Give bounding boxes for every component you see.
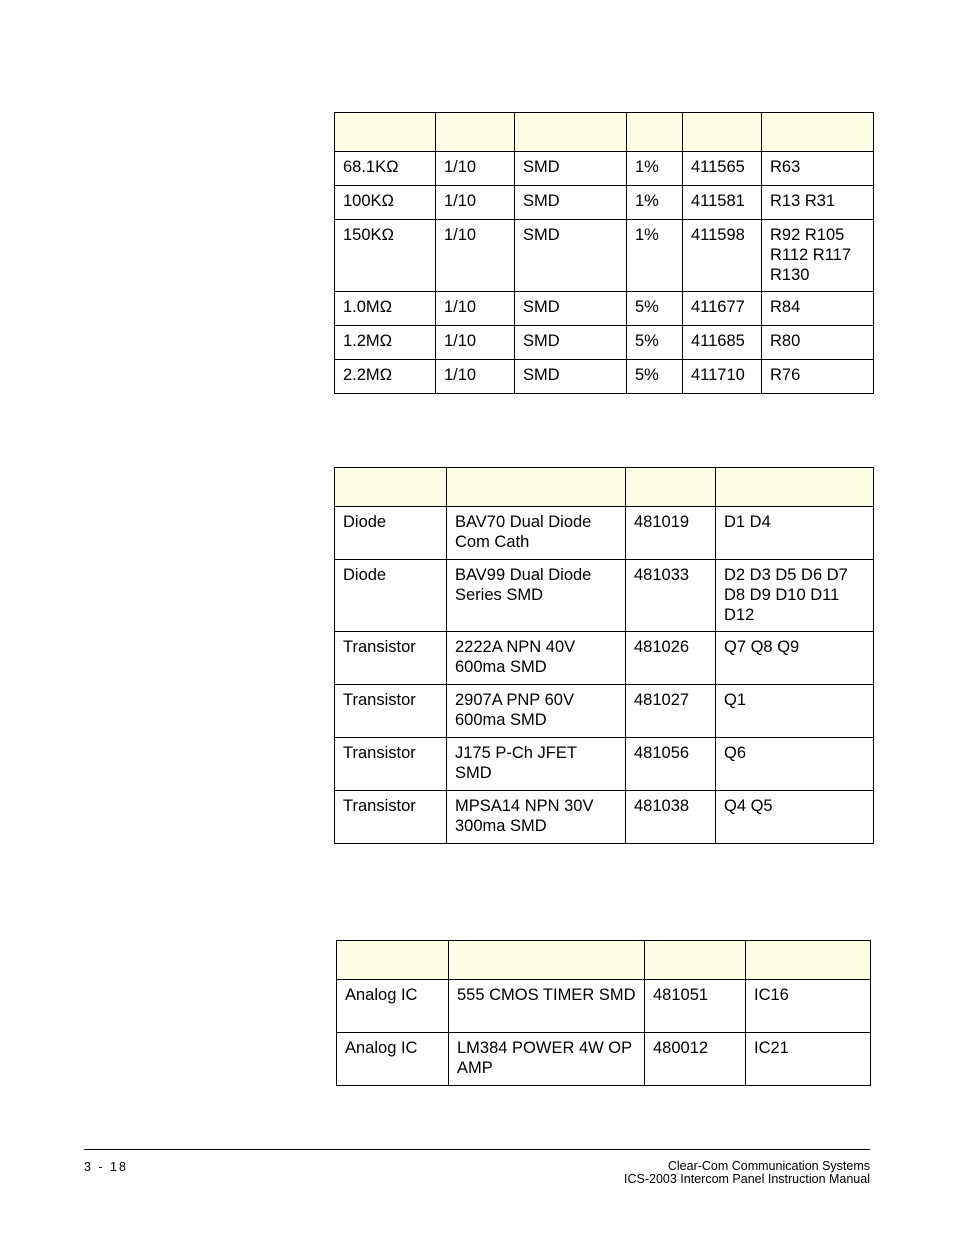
footer-company: Clear-Com Communication Systems (667, 1159, 870, 1173)
designator-cell: D1 D4 (716, 507, 874, 560)
table-row (335, 186, 874, 220)
header-cell (335, 113, 436, 152)
header-cell (335, 468, 447, 507)
table-row (335, 292, 874, 326)
description-cell: BAV99 Dual Diode Series SMD (447, 560, 626, 632)
value-cell: 150KΩ (335, 220, 436, 292)
header-cell (627, 113, 683, 152)
header-cell (626, 468, 716, 507)
header-cell (716, 468, 874, 507)
table-row (335, 326, 874, 360)
part-number-cell: 481033 (626, 560, 716, 632)
header-cell (515, 113, 627, 152)
page-number: 3 - 18 (84, 1160, 128, 1174)
designator-cell: IC16 (746, 980, 871, 1033)
value-cell: 68.1KΩ (335, 152, 436, 186)
designator-cell: R13 R31 (762, 186, 874, 220)
designator-cell: Q1 (716, 685, 874, 738)
part-number-cell: 480012 (645, 1033, 746, 1086)
description-cell: 2907A PNP 60V 600ma SMD (447, 685, 626, 738)
header-cell (436, 113, 515, 152)
tolerance-cell: 5% (627, 292, 683, 326)
part-number-cell: 481019 (626, 507, 716, 560)
designator-cell: R76 (762, 360, 874, 394)
part-number-cell: 411710 (683, 360, 762, 394)
header-cell (447, 468, 626, 507)
package-cell: SMD (515, 220, 627, 292)
wattage-cell: 1/10 (436, 186, 515, 220)
value-cell: 2.2MΩ (335, 360, 436, 394)
table-row (335, 685, 874, 738)
tolerance-cell: 1% (627, 152, 683, 186)
table-row (335, 507, 874, 560)
footer-manual-title: ICS-2003 Intercom Panel Instruction Manual (624, 1172, 870, 1186)
type-cell: Analog IC (337, 980, 449, 1033)
designator-cell: Q7 Q8 Q9 (716, 632, 874, 685)
table-row (335, 738, 874, 791)
wattage-cell: 1/10 (436, 326, 515, 360)
part-number-cell: 481026 (626, 632, 716, 685)
tolerance-cell: 5% (627, 360, 683, 394)
designator-cell: IC21 (746, 1033, 871, 1086)
table-row (335, 632, 874, 685)
description-cell: J175 P-Ch JFET SMD (447, 738, 626, 791)
table-header-row (335, 468, 874, 507)
table-row (335, 560, 874, 632)
table-row (335, 360, 874, 394)
designator-cell: Q6 (716, 738, 874, 791)
part-number-cell: 411677 (683, 292, 762, 326)
description-cell: LM384 POWER 4W OP AMP (449, 1033, 645, 1086)
type-cell: Transistor (335, 685, 447, 738)
part-number-cell: 481027 (626, 685, 716, 738)
tolerance-cell: 1% (627, 186, 683, 220)
description-cell: 555 CMOS TIMER SMD (449, 980, 645, 1033)
designator-cell: R84 (762, 292, 874, 326)
package-cell: SMD (515, 360, 627, 394)
type-cell: Analog IC (337, 1033, 449, 1086)
designator-cell: R80 (762, 326, 874, 360)
designator-cell: R92 R105 R112 R117 R130 (762, 220, 874, 292)
footer-divider (84, 1149, 870, 1150)
description-cell: MPSA14 NPN 30V 300ma SMD (447, 791, 626, 844)
type-cell: Transistor (335, 738, 447, 791)
value-cell: 1.2MΩ (335, 326, 436, 360)
tolerance-cell: 1% (627, 220, 683, 292)
table-row (335, 152, 874, 186)
footer-info (624, 1160, 870, 1186)
wattage-cell: 1/10 (436, 152, 515, 186)
header-cell (762, 113, 874, 152)
table-row (335, 220, 874, 292)
part-number-cell: 411565 (683, 152, 762, 186)
wattage-cell: 1/10 (436, 292, 515, 326)
type-cell: Transistor (335, 791, 447, 844)
part-number-cell: 481051 (645, 980, 746, 1033)
package-cell: SMD (515, 326, 627, 360)
table-row (335, 791, 874, 844)
description-cell: BAV70 Dual Diode Com Cath (447, 507, 626, 560)
value-cell: 100KΩ (335, 186, 436, 220)
designator-cell: R63 (762, 152, 874, 186)
package-cell: SMD (515, 186, 627, 220)
package-cell: SMD (515, 152, 627, 186)
part-number-cell: 411685 (683, 326, 762, 360)
part-number-cell: 411598 (683, 220, 762, 292)
resistor-table (334, 112, 874, 394)
type-cell: Diode (335, 560, 447, 632)
designator-cell: Q4 Q5 (716, 791, 874, 844)
wattage-cell: 1/10 (436, 220, 515, 292)
table-header-row (335, 113, 874, 152)
designator-cell: D2 D3 D5 D6 D7 D8 D9 D10 D11 D12 (716, 560, 874, 632)
value-cell: 1.0MΩ (335, 292, 436, 326)
part-number-cell: 481038 (626, 791, 716, 844)
semiconductor-table (334, 467, 874, 844)
header-cell (449, 941, 645, 980)
wattage-cell: 1/10 (436, 360, 515, 394)
description-cell: 2222A NPN 40V 600ma SMD (447, 632, 626, 685)
table-row (337, 980, 871, 1033)
part-number-cell: 481056 (626, 738, 716, 791)
ic-table (336, 940, 871, 1086)
type-cell: Transistor (335, 632, 447, 685)
tolerance-cell: 5% (627, 326, 683, 360)
package-cell: SMD (515, 292, 627, 326)
header-cell (337, 941, 449, 980)
table-header-row (337, 941, 871, 980)
header-cell (683, 113, 762, 152)
table-row (337, 1033, 871, 1086)
header-cell (746, 941, 871, 980)
part-number-cell: 411581 (683, 186, 762, 220)
type-cell: Diode (335, 507, 447, 560)
header-cell (645, 941, 746, 980)
